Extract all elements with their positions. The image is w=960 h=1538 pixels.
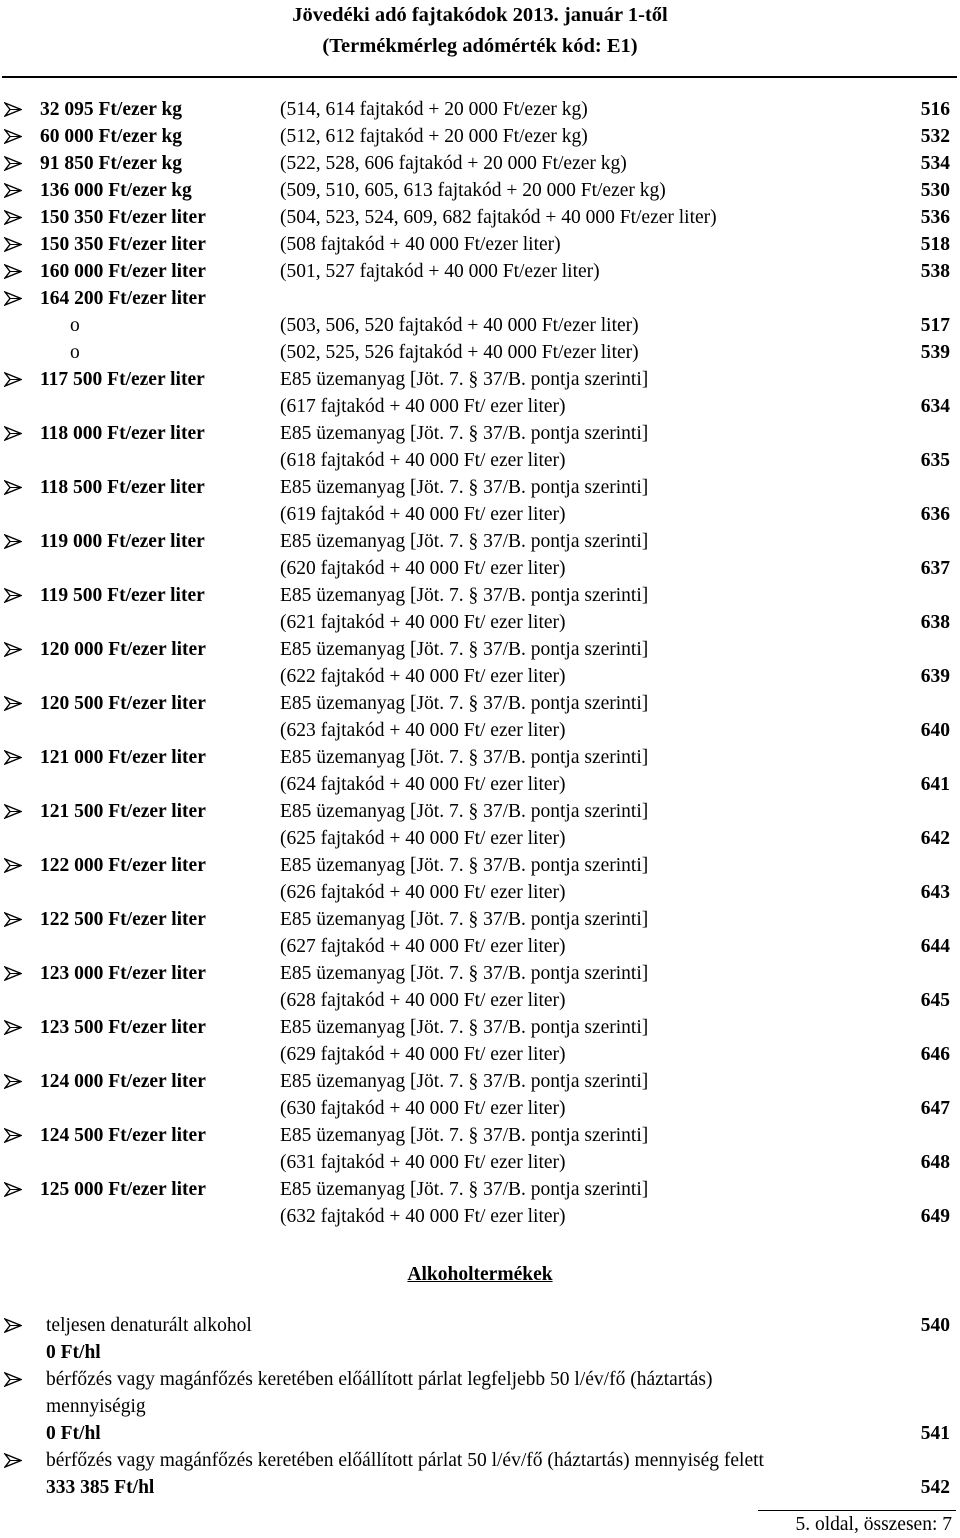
arrow-bullet-icon [4,1372,22,1387]
rate-description: (620 fajtakód + 40 000 Ft/ ezer liter) [280,558,566,579]
rate-description: (522, 528, 606 fajtakód + 20 000 Ft/ezer kg) [280,153,627,174]
e85-detail-row [0,987,960,1014]
e85-description: E85 üzemanyag [Jöt. 7. § 37/B. pontja szerinti] [280,531,649,552]
rate-row [0,150,960,177]
arrow-bullet-icon [4,183,22,198]
e85-row [0,582,960,609]
rate-description: (618 fajtakód + 40 000 Ft/ ezer liter) [280,450,566,471]
e85-row [0,690,960,717]
rate-amount: 120 000 Ft/ezer liter [40,639,206,660]
e85-description: E85 üzemanyag [Jöt. 7. § 37/B. pontja szerinti] [280,693,649,714]
arrow-bullet-icon [4,129,22,144]
rate-description: (509, 510, 605, 613 fajtakód + 20 000 Ft/ezer kg) [280,180,666,201]
rate-amount: 121 000 Ft/ezer liter [40,747,206,768]
alcohol-row [0,1393,960,1420]
rate-group-row [0,285,960,312]
rate-code: 641 [920,774,950,795]
rate-description: (502, 525, 526 fajtakód + 40 000 Ft/ezer liter) [280,342,639,363]
e85-row [0,420,960,447]
arrow-bullet-icon [4,750,22,765]
document-title: Jövedéki adó fajtakódok 2013. január 1-től [292,4,668,26]
e85-description: E85 üzemanyag [Jöt. 7. § 37/B. pontja szerinti] [280,855,649,876]
e85-detail-row [0,717,960,744]
arrow-bullet-icon [4,858,22,873]
rate-code: 635 [920,450,950,471]
e85-row [0,1068,960,1095]
rate-description: (617 fajtakód + 40 000 Ft/ ezer liter) [280,396,566,417]
alcohol-rate-row [0,1474,960,1501]
arrow-bullet-icon [4,642,22,657]
rate-amount: 123 500 Ft/ezer liter [40,1017,206,1038]
e85-row [0,798,960,825]
arrow-bullet-icon [4,237,22,252]
rate-amount: 119 500 Ft/ezer liter [40,585,205,606]
rate-code: 647 [920,1098,950,1119]
e85-row [0,852,960,879]
e85-detail-row [0,1041,960,1068]
e85-detail-row [0,393,960,420]
rate-code: 634 [920,396,950,417]
e85-detail-row [0,933,960,960]
arrow-bullet-icon [4,534,22,549]
rate-description: (622 fajtakód + 40 000 Ft/ ezer liter) [280,666,566,687]
e85-row [0,960,960,987]
rate-amount: 136 000 Ft/ezer kg [40,180,192,201]
rate-description: (503, 506, 520 fajtakód + 40 000 Ft/ezer liter) [280,315,639,336]
rate-code: 642 [920,828,950,849]
rate-amount: 121 500 Ft/ezer liter [40,801,206,822]
arrow-bullet-icon [4,291,22,306]
rate-code: 645 [920,990,950,1011]
rate-code: 532 [920,126,950,147]
arrow-bullet-icon [4,1020,22,1035]
rate-sub-row [0,312,960,339]
arrow-bullet-icon [4,1182,22,1197]
rate-amount: 32 095 Ft/ezer kg [40,99,183,120]
rate-amount: 164 200 Ft/ezer liter [40,288,206,309]
arrow-bullet-icon [4,1453,22,1468]
e85-detail-row [0,879,960,906]
arrow-bullet-icon [4,1074,22,1089]
rate-code: 637 [920,558,950,579]
rate-code: 649 [920,1206,950,1227]
rate-description: (514, 614 fajtakód + 20 000 Ft/ezer kg) [280,99,588,120]
rate-row [0,231,960,258]
alcohol-rate: 333 385 Ft/hl [46,1477,155,1498]
rate-amount: 122 500 Ft/ezer liter [40,909,206,930]
rate-code: 648 [920,1152,950,1173]
e85-row [0,528,960,555]
e85-row [0,1014,960,1041]
rate-code: 643 [920,882,950,903]
rate-row [0,96,960,123]
rate-amount: 119 000 Ft/ezer liter [40,531,205,552]
rate-amount: 124 000 Ft/ezer liter [40,1071,206,1092]
rate-code: 530 [920,180,950,201]
rate-amount: 60 000 Ft/ezer kg [40,126,183,147]
arrow-bullet-icon [4,156,22,171]
rate-code: 517 [920,315,950,336]
e85-description: E85 üzemanyag [Jöt. 7. § 37/B. pontja szerinti] [280,1071,649,1092]
arrow-bullet-icon [4,696,22,711]
alcohol-code: 542 [920,1477,950,1498]
rate-description: (621 fajtakód + 40 000 Ft/ ezer liter) [280,612,566,633]
alcohol-description: mennyiségig [46,1396,146,1417]
rate-description: (504, 523, 524, 609, 682 fajtakód + 40 000 Ft/ezer liter) [280,207,717,228]
rate-sub-row [0,339,960,366]
rate-code: 538 [920,261,950,282]
e85-detail-row [0,555,960,582]
alcohol-description: teljesen denaturált alkohol [46,1315,252,1336]
alcohol-description: bérfőzés vagy magánfőzés keretében előállított párlat legfeljebb 50 l/év/fő (háztartás) [46,1369,713,1390]
rate-amount: 91 850 Ft/ezer kg [40,153,183,174]
arrow-bullet-icon [4,804,22,819]
rate-description: (508 fajtakód + 40 000 Ft/ezer liter) [280,234,561,255]
document-subtitle: (Termékmérleg adómérték kód: E1) [322,35,638,57]
e85-description: E85 üzemanyag [Jöt. 7. § 37/B. pontja szerinti] [280,639,649,660]
rate-row [0,204,960,231]
rate-amount: 125 000 Ft/ezer liter [40,1179,206,1200]
e85-detail-row [0,771,960,798]
rate-description: (632 fajtakód + 40 000 Ft/ ezer liter) [280,1206,566,1227]
e85-detail-row [0,1095,960,1122]
rate-description: (626 fajtakód + 40 000 Ft/ ezer liter) [280,882,566,903]
e85-detail-row [0,663,960,690]
rate-amount: 123 000 Ft/ezer liter [40,963,206,984]
rate-code: 639 [920,666,950,687]
arrow-bullet-icon [4,210,22,225]
e85-description: E85 üzemanyag [Jöt. 7. § 37/B. pontja szerinti] [280,585,649,606]
e85-row [0,1176,960,1203]
e85-description: E85 üzemanyag [Jöt. 7. § 37/B. pontja szerinti] [280,963,649,984]
e85-description: E85 üzemanyag [Jöt. 7. § 37/B. pontja szerinti] [280,1125,649,1146]
e85-description: E85 üzemanyag [Jöt. 7. § 37/B. pontja szerinti] [280,1179,649,1200]
rate-code: 536 [920,207,950,228]
alcohol-description: bérfőzés vagy magánfőzés keretében előállított párlat 50 l/év/fő (háztartás) mennyiség felett [46,1450,764,1471]
rate-description: (629 fajtakód + 40 000 Ft/ ezer liter) [280,1044,566,1065]
e85-description: E85 üzemanyag [Jöt. 7. § 37/B. pontja szerinti] [280,1017,649,1038]
rate-amount: 150 350 Ft/ezer liter [40,207,206,228]
e85-description: E85 üzemanyag [Jöt. 7. § 37/B. pontja szerinti] [280,801,649,822]
circle-bullet: o [70,342,80,363]
rate-description: (624 fajtakód + 40 000 Ft/ ezer liter) [280,774,566,795]
alcohol-row [0,1366,960,1393]
rate-code: 640 [920,720,950,741]
rate-row [0,177,960,204]
e85-description: E85 üzemanyag [Jöt. 7. § 37/B. pontja szerinti] [280,423,649,444]
e85-description: E85 üzemanyag [Jöt. 7. § 37/B. pontja szerinti] [280,477,649,498]
e85-row [0,366,960,393]
e85-detail-row [0,825,960,852]
alcohol-code: 541 [920,1423,950,1444]
arrow-bullet-icon [4,264,22,279]
rate-code: 644 [920,936,950,957]
alcohol-section-title: Alkoholtermékek [407,1264,553,1285]
rate-description: (623 fajtakód + 40 000 Ft/ ezer liter) [280,720,566,741]
rate-code: 638 [920,612,950,633]
header-rule [2,76,957,78]
e85-row [0,744,960,771]
alcohol-rate-row [0,1420,960,1447]
e85-row [0,474,960,501]
e85-row [0,906,960,933]
rate-code: 646 [920,1044,950,1065]
rate-amount: 160 000 Ft/ezer liter [40,261,206,282]
rate-description: (625 fajtakód + 40 000 Ft/ ezer liter) [280,828,566,849]
rate-description: (512, 612 fajtakód + 20 000 Ft/ezer kg) [280,126,588,147]
arrow-bullet-icon [4,912,22,927]
rate-amount: 117 500 Ft/ezer liter [40,369,205,390]
e85-detail-row [0,447,960,474]
e85-detail-row [0,501,960,528]
e85-detail-row [0,1149,960,1176]
alcohol-code-row [0,1312,960,1339]
rate-code: 518 [920,234,950,255]
alcohol-code: 540 [920,1315,950,1336]
rate-code: 539 [920,342,950,363]
rate-amount: 118 500 Ft/ezer liter [40,477,205,498]
rate-amount: 150 350 Ft/ezer liter [40,234,206,255]
rate-code: 516 [920,99,950,120]
e85-detail-row [0,1203,960,1230]
arrow-bullet-icon [4,102,22,117]
e85-description: E85 üzemanyag [Jöt. 7. § 37/B. pontja szerinti] [280,909,649,930]
e85-row [0,636,960,663]
rate-row [0,123,960,150]
rate-amount: 118 000 Ft/ezer liter [40,423,205,444]
footer-rule [758,1510,956,1511]
arrow-bullet-icon [4,966,22,981]
alcohol-rate: 0 Ft/hl [46,1423,101,1444]
circle-bullet: o [70,315,80,336]
rate-description: (501, 527 fajtakód + 40 000 Ft/ezer liter) [280,261,600,282]
rate-description: (627 fajtakód + 40 000 Ft/ ezer liter) [280,936,566,957]
rate-description: (619 fajtakód + 40 000 Ft/ ezer liter) [280,504,566,525]
e85-detail-row [0,609,960,636]
arrow-bullet-icon [4,588,22,603]
alcohol-rate-row [0,1339,960,1366]
rate-description: (628 fajtakód + 40 000 Ft/ ezer liter) [280,990,566,1011]
arrow-bullet-icon [4,1128,22,1143]
rate-code: 636 [920,504,950,525]
alcohol-rate: 0 Ft/hl [46,1342,101,1363]
rate-description: (630 fajtakód + 40 000 Ft/ ezer liter) [280,1098,566,1119]
arrow-bullet-icon [4,426,22,441]
e85-description: E85 üzemanyag [Jöt. 7. § 37/B. pontja szerinti] [280,747,649,768]
page-footer: 5. oldal, összesen: 7 [795,1514,952,1535]
alcohol-row [0,1447,960,1474]
rate-row [0,258,960,285]
rate-code: 534 [920,153,950,174]
e85-description: E85 üzemanyag [Jöt. 7. § 37/B. pontja szerinti] [280,369,649,390]
rate-amount: 120 500 Ft/ezer liter [40,693,206,714]
e85-row [0,1122,960,1149]
rate-amount: 122 000 Ft/ezer liter [40,855,206,876]
rate-amount: 124 500 Ft/ezer liter [40,1125,206,1146]
document-header [0,0,960,62]
arrow-bullet-icon [4,480,22,495]
rate-description: (631 fajtakód + 40 000 Ft/ ezer liter) [280,1152,566,1173]
arrow-bullet-icon [4,372,22,387]
